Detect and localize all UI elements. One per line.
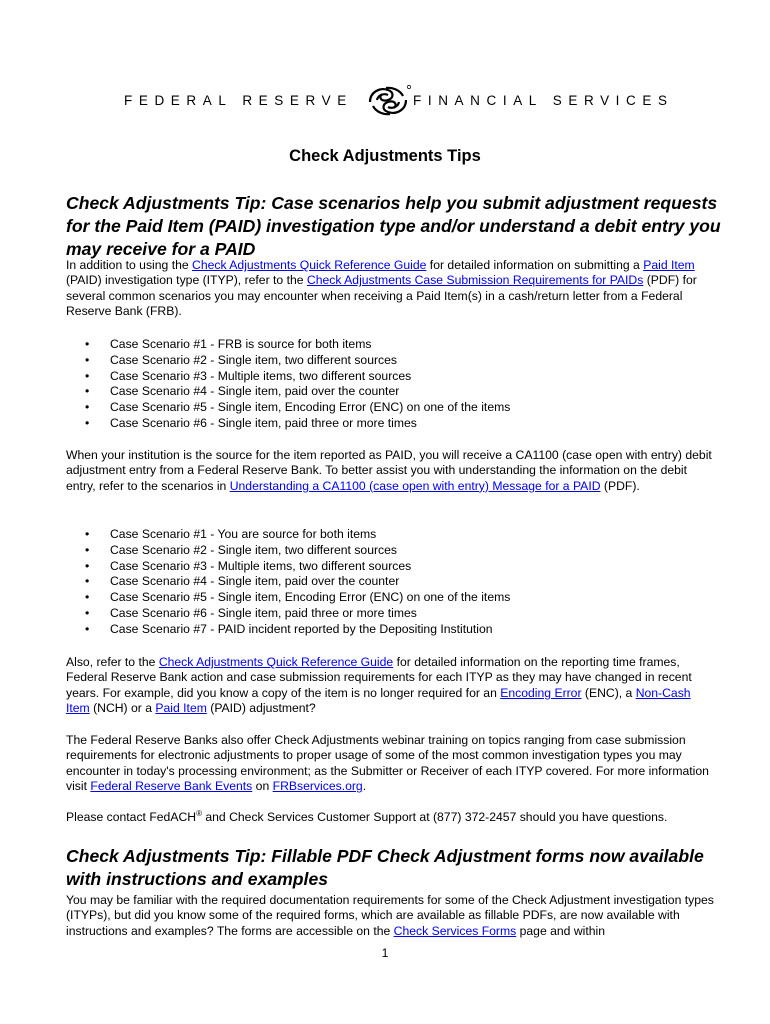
list-item: • Case Scenario #2 - Single item, two different sources xyxy=(66,543,510,559)
case-submission-requirements-link[interactable]: Check Adjustments Case Submission Requirements for PAIDs xyxy=(306,273,644,288)
text-run: (PDF) for several common scenarios you may encounter when receiving a Paid Item(s) in a cash/return letter from a Federal Reserve Bank (FRB). xyxy=(66,273,697,319)
federal-reserve-bank-events-link[interactable]: Federal Reserve Bank Events xyxy=(90,779,253,794)
quick-reference-guide-link[interactable]: Check Adjustments Quick Reference Guide xyxy=(158,655,394,669)
case-scenario-list-frb xyxy=(66,337,510,432)
list-item: • Case Scenario #3 - Multiple items, two different sources xyxy=(66,369,510,385)
text-run: You may be familiar with the required documentation requirements for some of the Check Adjustment investigation types (ITYPs), but did you know some of the required forms, which are available as fillable PDFs, are now available with instructions and examples? The forms are accessible on the xyxy=(66,893,714,938)
non-cash-item-link[interactable]: Non-Cash Item xyxy=(66,685,691,716)
list-item: • Case Scenario #1 - You are source for both items xyxy=(66,527,510,543)
check-services-forms-link[interactable]: Check Services Forms xyxy=(393,923,517,938)
list-item: • Case Scenario #1 - FRB is source for both items xyxy=(66,337,510,353)
text-run: for detailed information on the reporting time frames, Federal Reserve Bank action and case submission requirements for each ITYP as they may have changed in recent years. For example, did you know a copy of the item is no longer required for an xyxy=(66,655,692,700)
list-item: • Case Scenario #4 - Single item, paid over the counter xyxy=(66,384,510,400)
letterhead-right-text: FINANCIAL SERVICES xyxy=(413,93,674,108)
text-run: (PAID) investigation type (ITYP), refer to the xyxy=(66,273,307,288)
list-item: • Case Scenario #5 - Single item, Encoding Error (ENC) on one of the items xyxy=(66,400,510,416)
text-run: on xyxy=(252,779,273,794)
text-run: Please contact FedACH xyxy=(66,810,197,824)
text-run: (NCH) or a xyxy=(89,701,156,716)
case-scenario-list-source xyxy=(66,527,510,638)
list-item: • Case Scenario #5 - Single item, Encoding Error (ENC) on one of the items xyxy=(66,590,510,606)
text-run: page and within xyxy=(516,923,605,938)
text-run: . xyxy=(362,779,367,794)
federal-reserve-logo-icon xyxy=(364,84,412,118)
text-run: and Check Services Customer Support at (877) 372-2457 should you have questions. xyxy=(201,810,668,824)
text-run: (PAID) adjustment? xyxy=(206,701,316,716)
list-item: • Case Scenario #6 - Single item, paid three or more times xyxy=(66,416,510,432)
intro-paragraph xyxy=(66,258,716,320)
frbservices-link[interactable]: FRBservices.org xyxy=(272,779,363,794)
text-run: The Federal Reserve Banks also offer Check Adjustments webinar training on topics ranging from case submission requirements for electronic adjustments to proper usage of some of the most common investigation types you may encounter in today's processing environment; as the Submitter or Receiver of each ITYP covered. For more information visit xyxy=(66,733,709,794)
ca1100-paragraph xyxy=(66,448,716,494)
text-run: (ENC), a xyxy=(581,685,636,700)
registered-mark: ® xyxy=(196,808,202,818)
text-run: In addition to using the xyxy=(66,258,193,272)
page-title: Check Adjustments Tips xyxy=(289,147,481,165)
paid-item-link[interactable]: Paid Item xyxy=(155,701,207,716)
encoding-error-link[interactable]: Encoding Error xyxy=(500,685,582,700)
text-run: When your institution is the source for the item reported as PAID, you will receive a CA1100 (case open with entry) debit adjustment entry from a Federal Reserve Bank. To better assist you with understanding the information on the debit entry, refer to the scenarios in xyxy=(66,448,712,493)
letterhead xyxy=(0,84,770,118)
text-run: (PDF). xyxy=(600,478,640,493)
list-item: • Case Scenario #6 - Single item, paid three or more times xyxy=(66,606,510,622)
list-item: • Case Scenario #4 - Single item, paid over the counter xyxy=(66,574,510,590)
page-number: 1 xyxy=(381,946,389,960)
text-run: Also, refer to the xyxy=(66,655,159,669)
understanding-ca1100-link[interactable]: Understanding a CA1100 (case open with entry) Message for a PAID xyxy=(229,478,601,493)
fillable-forms-paragraph xyxy=(66,893,716,939)
list-item: • Case Scenario #3 - Multiple items, two different sources xyxy=(66,559,510,575)
reporting-time-frames-paragraph xyxy=(66,655,716,717)
section-heading-case-scenarios: Check Adjustments Tip: Case scenarios help you submit adjustment requests for the Paid Item (PAID) investigation type and/or understand a debit entry you may receive for a PAID xyxy=(66,193,721,259)
section-heading-fillable-forms: Check Adjustments Tip: Fillable PDF Check Adjustment forms now available with instructions and examples xyxy=(66,846,704,889)
webinar-training-paragraph xyxy=(66,733,716,795)
letterhead-left-text: FEDERAL RESERVE xyxy=(124,93,353,108)
list-item: • Case Scenario #7 - PAID incident reported by the Depositing Institution xyxy=(66,622,510,638)
contact-paragraph xyxy=(66,810,716,825)
quick-reference-guide-link[interactable]: Check Adjustments Quick Reference Guide xyxy=(192,258,427,272)
paid-item-link[interactable]: Paid Item xyxy=(643,258,695,272)
list-item: • Case Scenario #2 - Single item, two different sources xyxy=(66,353,510,369)
text-run: for detailed information on submitting a xyxy=(426,258,644,272)
